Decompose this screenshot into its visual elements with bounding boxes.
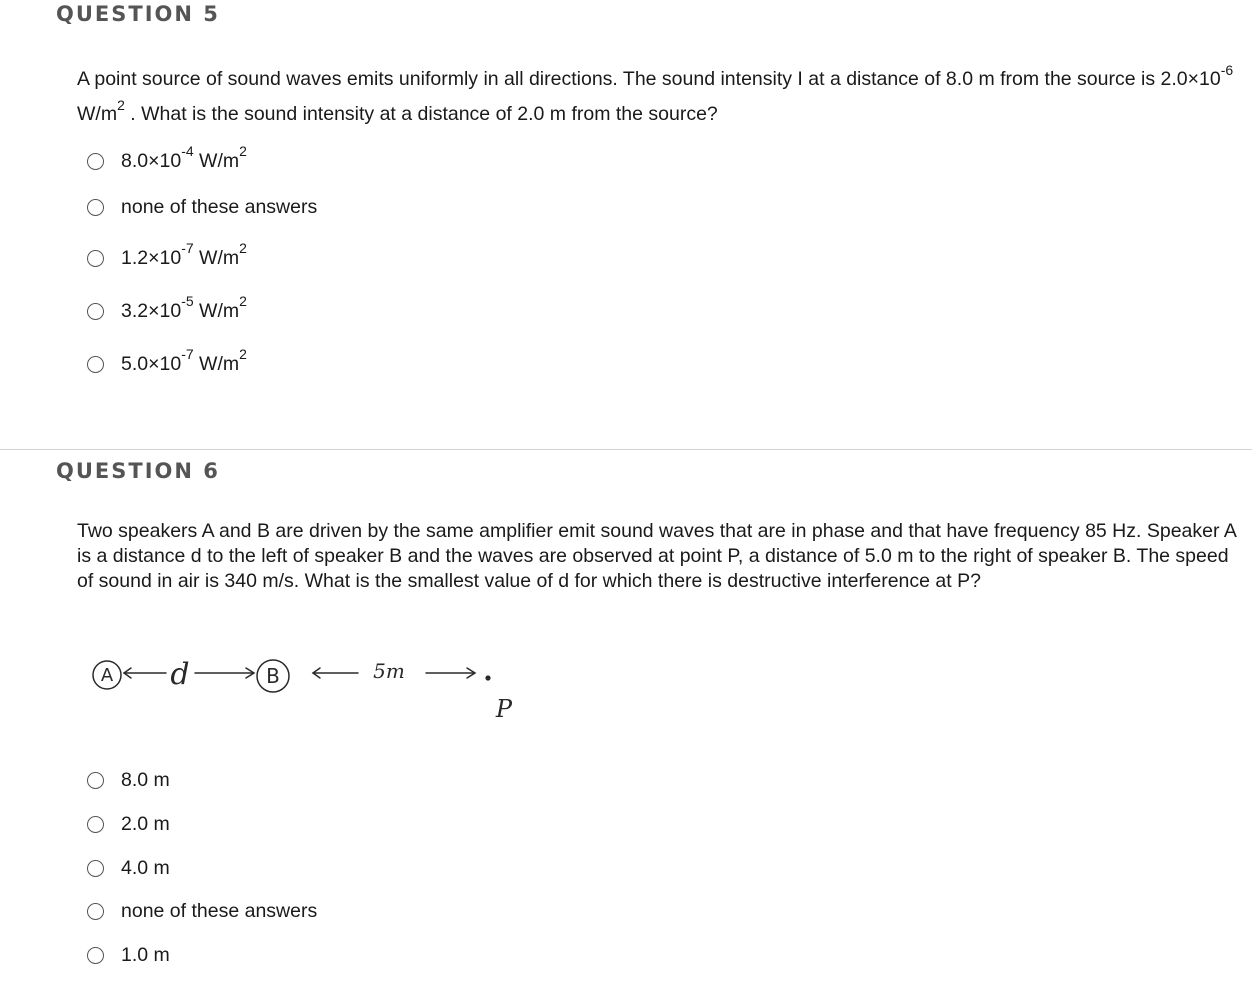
option-label: $8.0\times 10^{-4}$ $W/m^2$ — [121, 143, 247, 172]
radio-button[interactable] — [87, 356, 104, 373]
point-p-label: P — [495, 695, 513, 723]
q5-option-2[interactable] — [87, 195, 317, 219]
distance-5m-label: 5m — [373, 659, 405, 683]
radio-button[interactable] — [87, 903, 104, 920]
radio-button[interactable] — [87, 199, 104, 216]
question-5-title: QUESTION 5 — [56, 2, 220, 26]
q6-option-5[interactable] — [87, 943, 170, 967]
option-label: none of these answers — [121, 899, 318, 922]
speaker-b-label: B — [266, 664, 280, 688]
speaker-diagram-sketch — [90, 650, 530, 725]
q6-option-3[interactable] — [87, 856, 170, 880]
q5-option-3[interactable] — [87, 240, 247, 270]
radio-button[interactable] — [87, 153, 104, 170]
question-divider — [0, 449, 1252, 450]
question-5-text: A point source of sound waves emits uniformly in all directions. The sound intensity I at a distance of 8.0 m from the source is $2.0\times 10^{-6}$ $W/m^2$ . What is the sound intensity at a distance of 2.0 m from the source? — [77, 61, 1234, 125]
q6-option-4[interactable] — [87, 899, 317, 923]
question-6-text: Two speakers A and B are driven by the same amplifier emit sound waves that are in phase and that have frequency 85 Hz. Speaker A is a distance d to the left of speaker B and the waves are observed at point P, a distance of 5.0 m to the right of speaker B. The speed of sound in air is 340 m/s. What is the smallest value of d for which there is destructive interference at P? — [77, 520, 1236, 592]
q5-option-4[interactable] — [87, 293, 247, 323]
q6-option-2[interactable] — [87, 812, 170, 836]
option-label: 4.0 m — [121, 856, 170, 879]
q5-option-1[interactable] — [87, 143, 247, 173]
option-label: $3.2\times 10^{-5}$ $W/m^2$ — [121, 293, 247, 322]
option-label: none of these answers — [121, 195, 318, 218]
q6-option-1[interactable] — [87, 768, 170, 792]
option-label: 8.0 m — [121, 768, 170, 791]
radio-button[interactable] — [87, 250, 104, 267]
speaker-a-label: A — [100, 665, 114, 686]
radio-button[interactable] — [87, 303, 104, 320]
point-p-dot — [485, 675, 490, 680]
option-label: 1.0 m — [121, 943, 170, 966]
radio-button[interactable] — [87, 947, 104, 964]
radio-button[interactable] — [87, 816, 104, 833]
option-label: 2.0 m — [121, 812, 170, 835]
q5-option-5[interactable] — [87, 346, 247, 376]
radio-button[interactable] — [87, 860, 104, 877]
distance-d-label: d — [170, 657, 190, 692]
option-label: $5.0\times 10^{-7}$ $W/m^2$ — [121, 346, 247, 375]
option-label: $1.2\times 10^{-7}$ $W/m^2$ — [121, 240, 247, 269]
question-6-title: QUESTION 6 — [56, 459, 220, 483]
radio-button[interactable] — [87, 772, 104, 789]
